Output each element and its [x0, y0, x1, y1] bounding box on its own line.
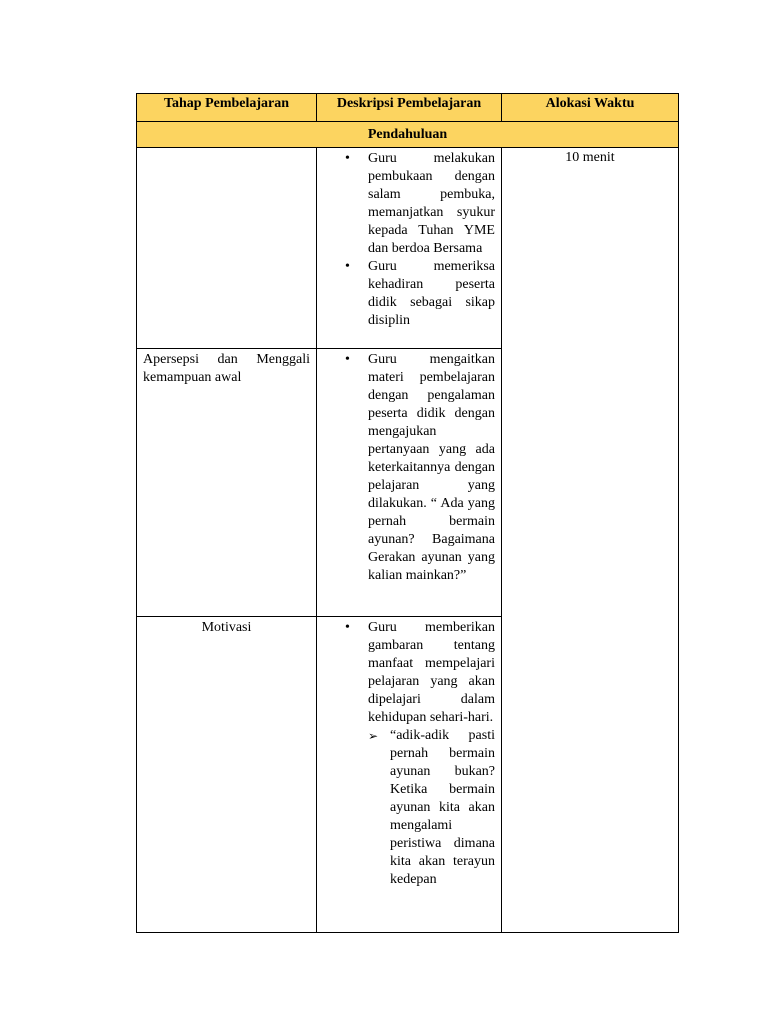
description-cell	[317, 617, 502, 933]
stage-cell	[137, 148, 317, 349]
lesson-plan-table	[136, 93, 679, 933]
list-item: • Guru melakukan pembukaan dengan salam pembuka, memanjatkan syukur kepada Tuhan YME dan berdoa Bersama	[317, 150, 501, 258]
table-row	[137, 148, 679, 349]
header-stage: Tahap Pembelajaran	[137, 94, 317, 122]
description-cell	[317, 349, 502, 617]
time-cell: 10 menit	[502, 148, 679, 933]
stage-cell: Apersepsi dan Menggali kemampuan awal	[137, 349, 317, 617]
section-title: Pendahuluan	[137, 122, 679, 148]
list-item: • Guru memeriksa kehadiran peserta didik sebagai sikap disiplin	[317, 258, 501, 330]
stage-cell: Motivasi	[137, 617, 317, 933]
table-header-row	[137, 94, 679, 122]
list-item: • Guru memberikan gambaran tentang manfaat mempelajari pelajaran yang akan dipelajari dalam kehidupan sehari-hari.	[317, 619, 501, 727]
description-cell	[317, 148, 502, 349]
header-description: Deskripsi Pembelajaran	[317, 94, 502, 122]
sub-list-item: ➢ “adik-adik pasti pernah bermain ayunan bukan? Ketika bermain ayunan kita akan mengalami peristiwa dimana kita akan terayun kedepan	[317, 727, 501, 889]
header-time: Alokasi Waktu	[502, 94, 679, 122]
list-item: • Guru mengaitkan materi pembelajaran dengan pengalaman peserta didik dengan mengajukan pertanyaan yang ada keterkaitannya dengan pelajaran yang dilakukan. “ Ada yang pernah bermain ayunan? Bagaimana Gerakan ayunan yang kalian mainkan?”	[317, 351, 501, 585]
section-row	[137, 122, 679, 148]
